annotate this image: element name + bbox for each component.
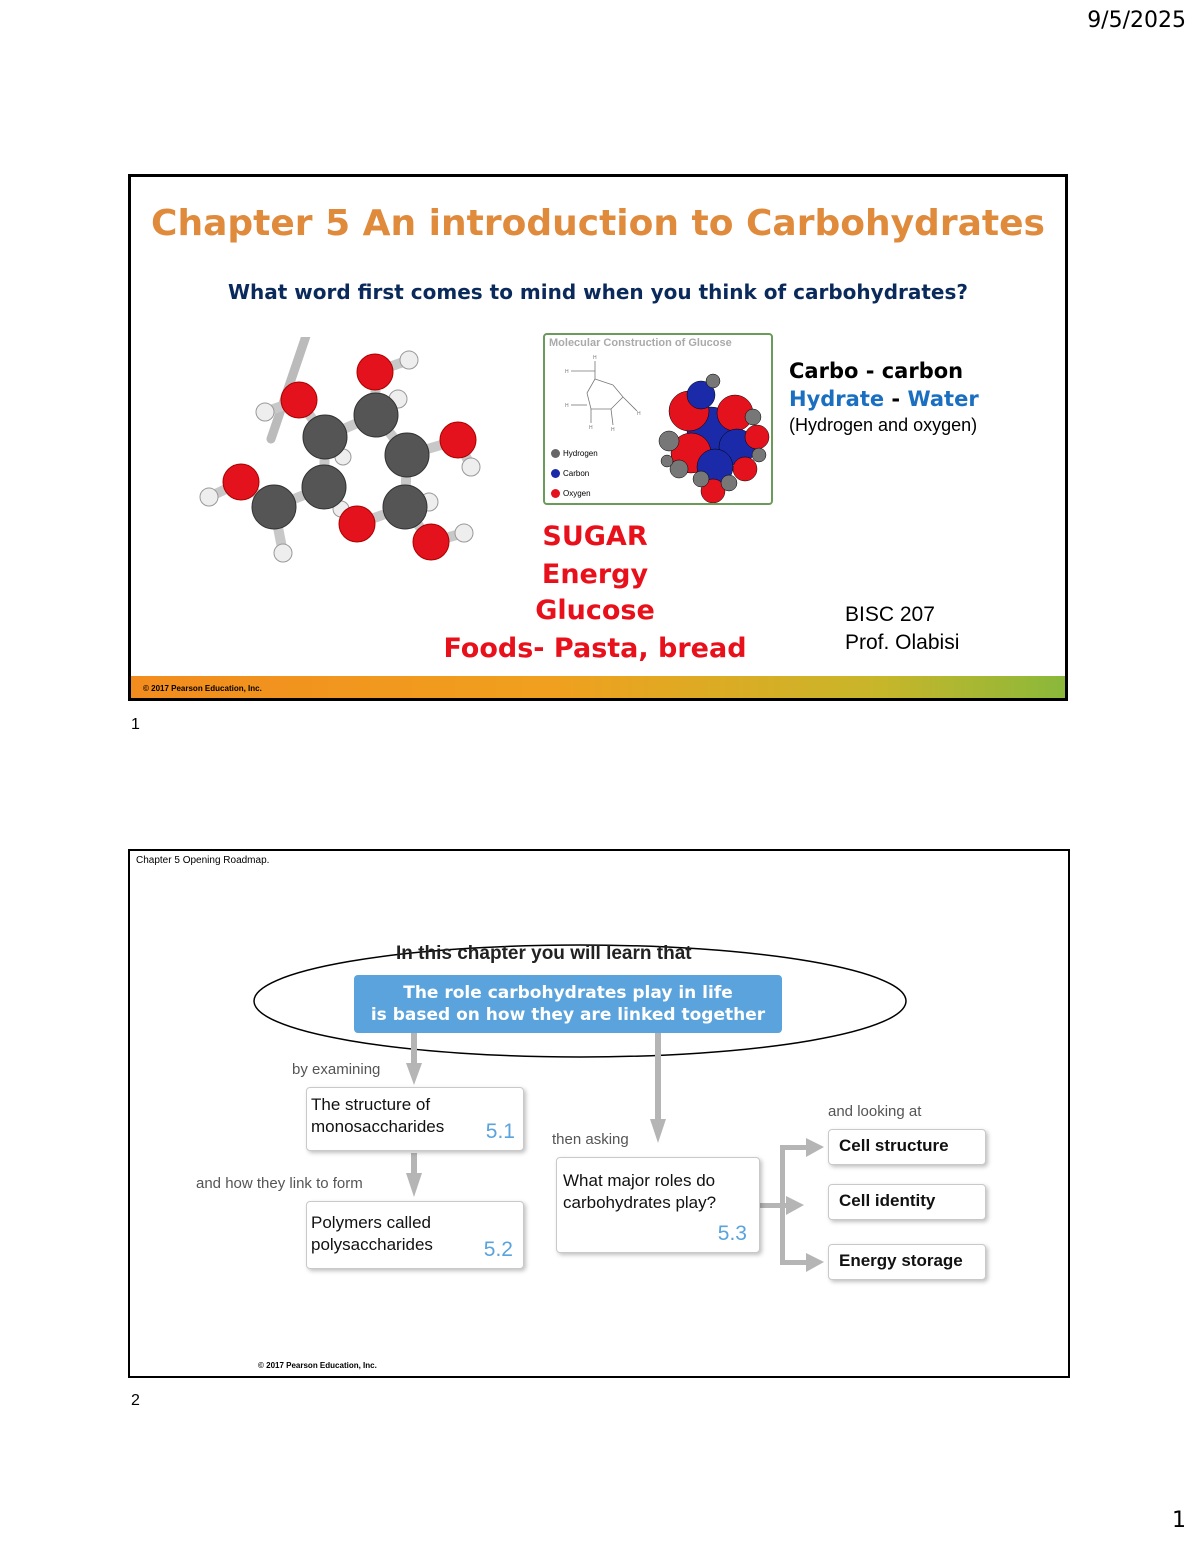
answer-glucose: Glucose <box>535 595 655 626</box>
card-polysaccharides <box>306 1201 524 1269</box>
structural-formula <box>551 353 647 433</box>
svg-text:H: H <box>637 411 641 417</box>
section-5-3: 5.3 <box>717 1222 747 1245</box>
carbo-definition: Carbo - carbon <box>789 359 964 383</box>
svg-text:H: H <box>565 403 569 409</box>
central-idea-box <box>354 975 782 1033</box>
role-cell-identity: Cell identity <box>828 1184 986 1220</box>
hydrate-dash: - <box>891 387 901 411</box>
professor-name: Prof. Olabisi <box>845 631 960 654</box>
glucose-construction-figure <box>543 333 773 505</box>
central-idea-line-2: is based on how they are linked together <box>370 1005 766 1025</box>
hydrogen-oxygen-note: (Hydrogen and oxygen) <box>789 415 978 435</box>
learn-heading: In this chapter you will learn that <box>396 943 692 964</box>
card-5-2-text: Polymers called polysaccharides <box>311 1213 433 1254</box>
slide-footer-bar <box>131 676 1065 698</box>
slide-1 <box>128 174 1068 701</box>
card-5-3-text: What major roles do carbohydrates play? <box>563 1171 717 1212</box>
slide-number-1: 1 <box>131 716 140 733</box>
section-5-1: 5.1 <box>485 1120 515 1143</box>
water-word: Water <box>907 387 979 411</box>
legend-hydrogen: Hydrogen <box>551 449 598 458</box>
role-energy-storage: Energy storage <box>828 1244 986 1280</box>
slide-2 <box>128 849 1070 1378</box>
svg-text:H: H <box>593 355 597 361</box>
copyright: © 2017 Pearson Education, Inc. <box>143 684 262 693</box>
copyright: © 2017 Pearson Education, Inc. <box>258 1361 377 1370</box>
and-how-label: and how they link to form <box>196 1175 363 1192</box>
legend-oxygen: Oxygen <box>551 489 591 498</box>
legend-carbon: Carbon <box>551 469 589 478</box>
central-idea-line-1: The role carbohydrates play in life <box>403 983 733 1003</box>
answer-foods: Foods- Pasta, bread <box>443 633 747 664</box>
hydrate-word: Hydrate <box>789 387 885 411</box>
card-5-1-text: The structure of monosaccharides <box>311 1095 445 1136</box>
page-number: 1 <box>1172 1508 1186 1533</box>
hydrate-definition <box>789 387 979 411</box>
then-asking-label: then asking <box>552 1131 629 1148</box>
role-cell-structure: Cell structure <box>828 1129 986 1165</box>
answer-sugar: SUGAR <box>542 521 648 552</box>
by-examining-label: by examining <box>292 1061 381 1078</box>
section-5-2: 5.2 <box>483 1238 513 1261</box>
slide-label: Chapter 5 Opening Roadmap. <box>136 855 270 866</box>
print-date: 9/5/2025 <box>1087 8 1186 33</box>
slide-question: What word first comes to mind when you think of carbohydrates? <box>227 280 968 304</box>
and-looking-label: and looking at <box>828 1103 922 1120</box>
card-major-roles <box>556 1157 760 1253</box>
svg-text:H: H <box>565 369 569 375</box>
svg-text:H: H <box>611 427 615 433</box>
glucose-ball-stick-model <box>191 337 491 567</box>
figure-title: Molecular Construction of Glucose <box>549 337 732 349</box>
slide-number-2: 2 <box>131 1392 140 1409</box>
svg-text:H: H <box>589 425 593 431</box>
slide-title: Chapter 5 An introduction to Carbohydrates <box>151 203 1045 244</box>
course-info <box>845 601 959 657</box>
answer-energy: Energy <box>541 559 649 590</box>
card-monosaccharides <box>306 1087 524 1151</box>
course-code: BISC 207 <box>845 603 935 626</box>
roadmap-connectors <box>130 851 1070 1376</box>
space-filling-model <box>649 359 773 503</box>
